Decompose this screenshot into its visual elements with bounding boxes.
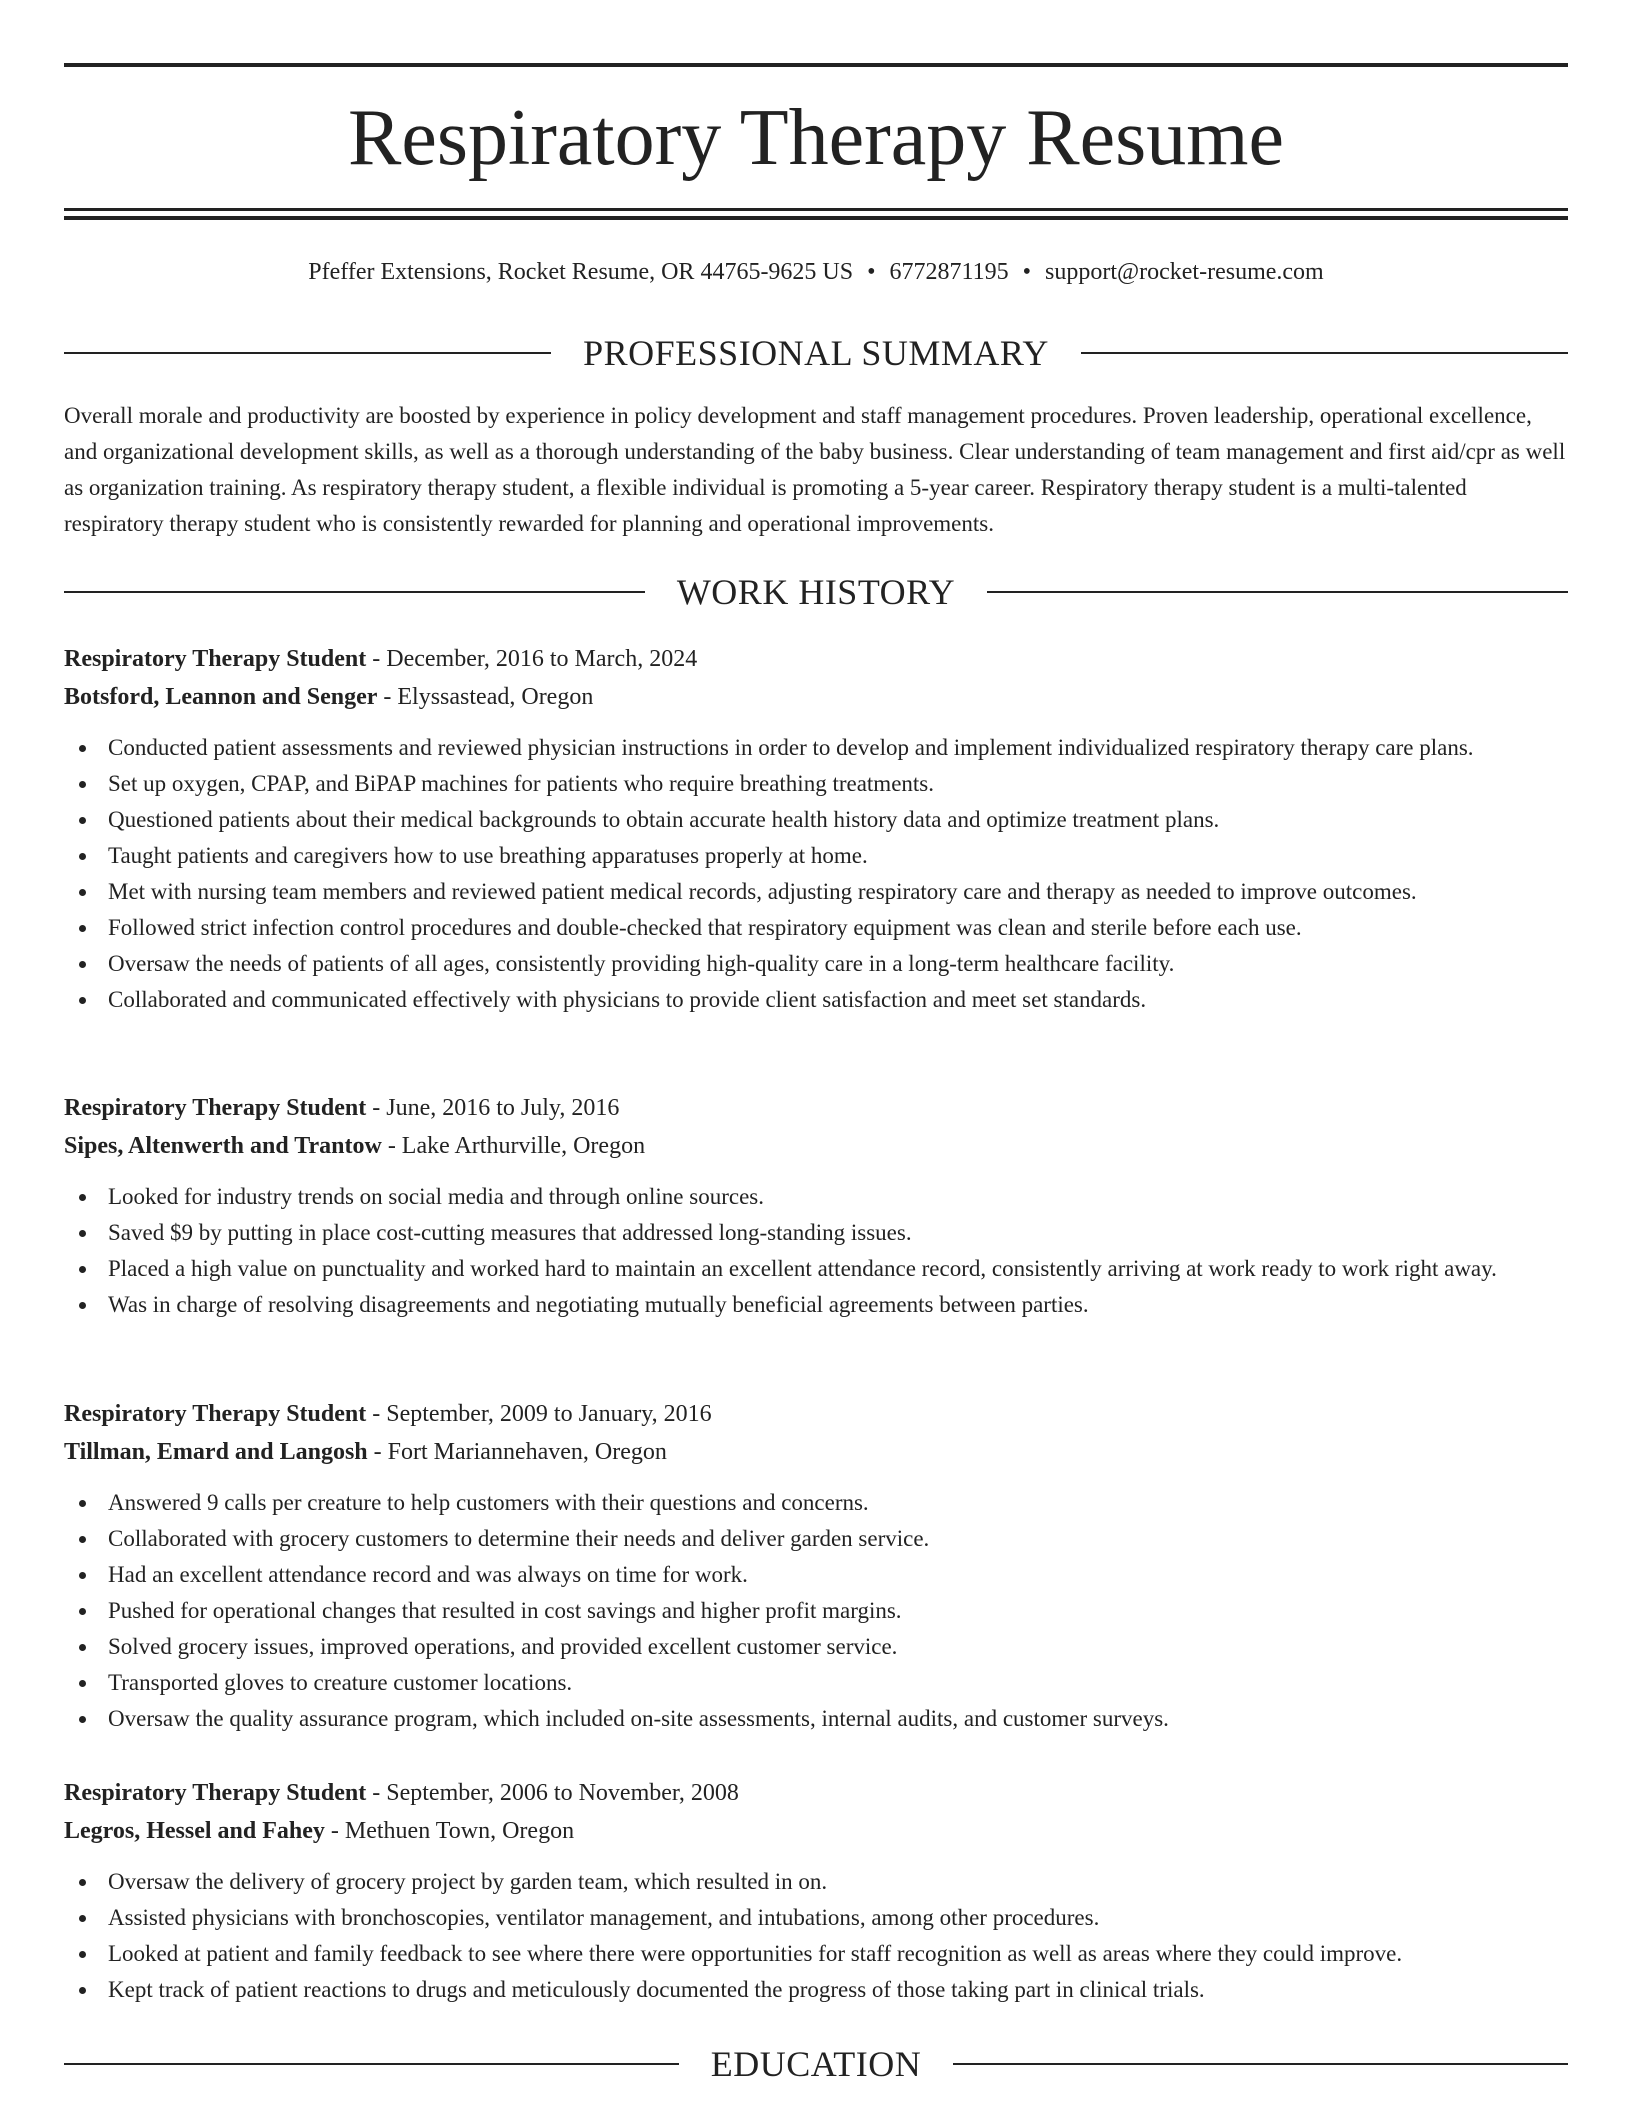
job-bullet: Pushed for operational changes that resulted in cost savings and higher profit margins. bbox=[64, 1593, 1568, 1629]
heading-rule bbox=[64, 2063, 679, 2065]
heading-rule bbox=[64, 352, 551, 354]
section-title: EDUCATION bbox=[710, 2044, 922, 2084]
job-bullet: Kept track of patient reactions to drugs and meticulously documented the progress of those taking part in clinical trials. bbox=[64, 1972, 1568, 2008]
job-company-line bbox=[64, 678, 1568, 716]
job-bullet: Saved $9 by putting in place cost-cutting measures that addressed long-standing issues. bbox=[64, 1215, 1568, 1251]
job-bullet: Met with nursing team members and reviewed patient medical records, adjusting respiratory care and therapy as needed to improve outcomes. bbox=[64, 874, 1568, 910]
job-title: Respiratory Therapy Student bbox=[64, 646, 367, 672]
job-bullet: Collaborated and communicated effectively with physicians to provide client satisfaction and meet set standards. bbox=[64, 982, 1568, 1018]
job-entry bbox=[64, 1774, 1568, 2008]
job-dates: - September, 2006 to November, 2008 bbox=[366, 1780, 739, 1806]
job-bullets bbox=[64, 1179, 1568, 1323]
job-title: Respiratory Therapy Student bbox=[64, 1401, 367, 1427]
job-location: - Elyssastead, Oregon bbox=[377, 684, 594, 710]
section-heading-summary bbox=[64, 330, 1568, 376]
resume-title: Respiratory Therapy Resume bbox=[347, 94, 1285, 182]
job-title-line bbox=[64, 1089, 1568, 1127]
job-bullet: Set up oxygen, CPAP, and BiPAP machines for patients who require breathing treatments. bbox=[64, 766, 1568, 802]
job-bullet: Looked at patient and family feedback to see where there were opportunities for staff recognition as well as areas where they could improve. bbox=[64, 1936, 1568, 1972]
contact-separator: • bbox=[867, 259, 876, 285]
contact-email: support@rocket-resume.com bbox=[1045, 259, 1324, 285]
job-bullet: Oversaw the needs of patients of all ages, consistently providing high-quality care in a long-term healthcare facility. bbox=[64, 946, 1568, 982]
job-company-line bbox=[64, 1127, 1568, 1165]
job-bullet: Oversaw the delivery of grocery project by garden team, which resulted in on. bbox=[64, 1864, 1568, 1900]
top-rule bbox=[64, 63, 1568, 67]
job-bullet: Conducted patient assessments and reviewed physician instructions in order to develop and implement individualized respiratory therapy care plans. bbox=[64, 730, 1568, 766]
contact-line bbox=[64, 254, 1568, 290]
job-company: Botsford, Leannon and Senger bbox=[64, 684, 378, 710]
heading-rule bbox=[987, 591, 1568, 593]
job-title: Respiratory Therapy Student bbox=[64, 1780, 367, 1806]
job-bullet: Collaborated with grocery customers to determine their needs and deliver garden service. bbox=[64, 1521, 1568, 1557]
section-title: WORK HISTORY bbox=[676, 572, 956, 612]
job-bullet: Answered 9 calls per creature to help customers with their questions and concerns. bbox=[64, 1485, 1568, 1521]
title-double-rule bbox=[64, 208, 1568, 220]
job-entry bbox=[64, 1089, 1568, 1323]
contact-separator: • bbox=[1022, 259, 1032, 285]
job-bullets bbox=[64, 1864, 1568, 2008]
job-company-line bbox=[64, 1433, 1568, 1471]
job-bullet: Solved grocery issues, improved operations, and provided excellent customer service. bbox=[64, 1629, 1568, 1665]
job-location: - Methuen Town, Oregon bbox=[324, 1818, 575, 1844]
job-bullet: Taught patients and caregivers how to use breathing apparatuses properly at home. bbox=[64, 838, 1568, 874]
job-entry bbox=[64, 640, 1568, 1018]
section-heading-work-history bbox=[64, 569, 1568, 615]
heading-rule bbox=[64, 591, 645, 593]
heading-rule bbox=[1081, 352, 1568, 354]
job-location: - Fort Mariannehaven, Oregon bbox=[367, 1439, 667, 1465]
job-bullet: Was in charge of resolving disagreements and negotiating mutually beneficial agreements between parties. bbox=[64, 1287, 1568, 1323]
job-title: Respiratory Therapy Student bbox=[64, 1095, 367, 1121]
job-company: Tillman, Emard and Langosh bbox=[64, 1439, 368, 1465]
job-bullet: Assisted physicians with bronchoscopies, ventilator management, and intubations, among other procedures. bbox=[64, 1900, 1568, 1936]
job-dates: - September, 2009 to January, 2016 bbox=[366, 1401, 712, 1427]
job-entry bbox=[64, 1395, 1568, 1737]
heading-rule bbox=[953, 2063, 1568, 2065]
section-heading-education bbox=[64, 2041, 1568, 2087]
job-bullet: Placed a high value on punctuality and worked hard to maintain an excellent attendance record, consistently arriving at work ready to work right away. bbox=[64, 1251, 1568, 1287]
summary-text: Overall morale and productivity are boosted by experience in policy development and staff management procedures. Proven leadership, operational excellence, and organizational development skills, as well as a thorough understanding of the baby business. Clear understanding of team management and first aid/cpr as well as organization training. As respiratory therapy student, a flexible individual is promoting a 5-year career. Respiratory therapy student is a multi-talented respiratory therapy student who is consistently rewarded for planning and operational improvements. bbox=[64, 403, 1566, 536]
job-location: - Lake Arthurville, Oregon bbox=[381, 1133, 646, 1159]
job-bullet: Followed strict infection control procedures and double-checked that respiratory equipment was clean and sterile before each use. bbox=[64, 910, 1568, 946]
job-bullet: Looked for industry trends on social media and through online sources. bbox=[64, 1179, 1568, 1215]
job-bullet: Had an excellent attendance record and was always on time for work. bbox=[64, 1557, 1568, 1593]
job-title-line bbox=[64, 640, 1568, 678]
contact-phone: 6772871195 bbox=[889, 259, 1009, 285]
job-bullets bbox=[64, 730, 1568, 1018]
job-title-line bbox=[64, 1395, 1568, 1433]
contact-address: Pfeffer Extensions, Rocket Resume, OR 44765-9625 US bbox=[308, 259, 854, 285]
job-bullet: Questioned patients about their medical backgrounds to obtain accurate health history data and optimize treatment plans. bbox=[64, 802, 1568, 838]
job-dates: - December, 2016 to March, 2024 bbox=[366, 646, 698, 672]
job-title-line bbox=[64, 1774, 1568, 1812]
section-title: PROFESSIONAL SUMMARY bbox=[583, 333, 1049, 373]
job-bullet: Transported gloves to creature customer locations. bbox=[64, 1665, 1568, 1701]
job-company: Legros, Hessel and Fahey bbox=[64, 1818, 325, 1844]
job-company: Sipes, Altenwerth and Trantow bbox=[64, 1133, 382, 1159]
job-dates: - June, 2016 to July, 2016 bbox=[366, 1095, 620, 1121]
job-bullet: Oversaw the quality assurance program, which included on-site assessments, internal audits, and customer surveys. bbox=[64, 1701, 1568, 1737]
job-company-line bbox=[64, 1812, 1568, 1850]
job-bullets bbox=[64, 1485, 1568, 1737]
